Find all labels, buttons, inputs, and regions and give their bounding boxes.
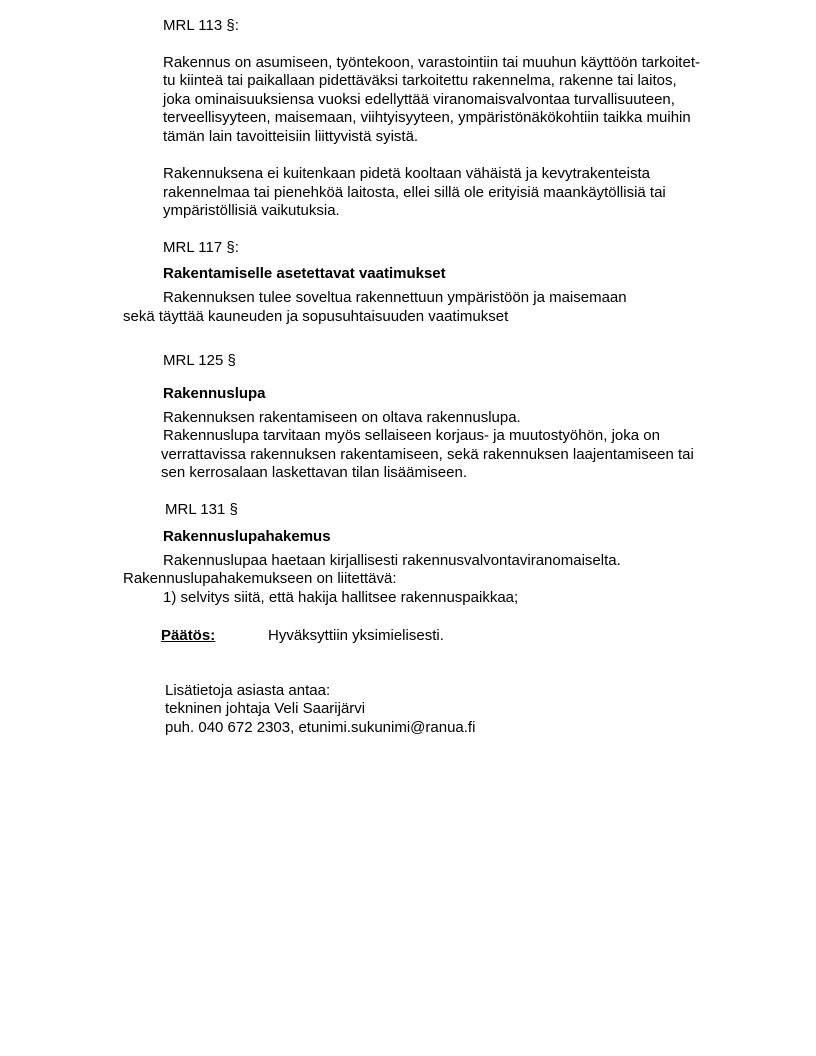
contact-line: puh. 040 672 2303, etunimi.sukunimi@ranua.fi [165,719,476,736]
section-heading-117: Rakentamiselle asetettavat vaatimukset [163,265,446,282]
section-ref-125: MRL 125 § [163,352,236,369]
section-ref-117: MRL 117 §: [163,239,239,256]
paragraph-line: terveellisyyteen, maisemaan, viihtyisyyteen, ympäristönäkökohtiin taikka muihin [163,109,691,126]
paragraph-line: Rakennus on asumiseen, työntekoon, varastointiin tai muuhun käyttöön tarkoitet- [163,54,700,71]
paragraph-line: sen kerrosalaan laskettavan tilan lisäämiseen. [161,464,467,481]
paragraph-line: Rakennuksen rakentamiseen on oltava rakennuslupa. [163,409,521,426]
paragraph-line: sekä täyttää kauneuden ja sopusuhtaisuuden vaatimukset [123,308,509,325]
paragraph-line: tu kiinteä tai paikallaan pidettäväksi tarkoitettu rakennelma, rakenne tai laitos, [163,72,677,89]
decision-text: Hyväksyttiin yksimielisesti. [268,627,444,644]
paragraph-line: rakennelmaa tai pienehköä laitosta, ellei sillä ole erityisiä maankäytöllisiä tai [163,184,666,201]
contact-line: tekninen johtaja Veli Saarijärvi [165,700,366,717]
paragraph-line: tämän lain tavoitteisiin liittyvistä syistä. [163,128,419,145]
section-heading-131: Rakennuslupahakemus [163,528,331,545]
paragraph-line: 1) selvitys siitä, että hakija hallitsee rakennuspaikkaa; [163,589,519,606]
paragraph-line: ympäristöllisiä vaikutuksia. [163,202,340,219]
section-heading-125: Rakennuslupa [163,385,266,402]
paragraph-line: joka ominaisuuksiensa vuoksi edellyttää viranomaisvalvontaa turvallisuuteen, [163,91,675,108]
paragraph-line: Rakennuslupaa haetaan kirjallisesti rakennusvalvontaviranomaiselta. [163,552,621,569]
contact-line: Lisätietoja asiasta antaa: [165,682,331,699]
paragraph-line: Rakennuslupa tarvitaan myös sellaiseen korjaus- ja muutostyöhön, joka on [163,427,660,444]
section-ref-113: MRL 113 §: [163,17,239,34]
paragraph-line: verrattavissa rakennuksen rakentamiseen, sekä rakennuksen laajentamiseen tai [161,446,694,463]
decision-label: Päätös: [161,627,216,644]
section-ref-131: MRL 131 § [165,501,238,518]
paragraph-line: Rakennuksen tulee soveltua rakennettuun ympäristöön ja maisemaan [163,289,627,306]
paragraph-line: Rakennuslupahakemukseen on liitettävä: [123,570,397,587]
paragraph-line: Rakennuksena ei kuitenkaan pidetä kooltaan vähäistä ja kevytrakenteista [163,165,650,182]
